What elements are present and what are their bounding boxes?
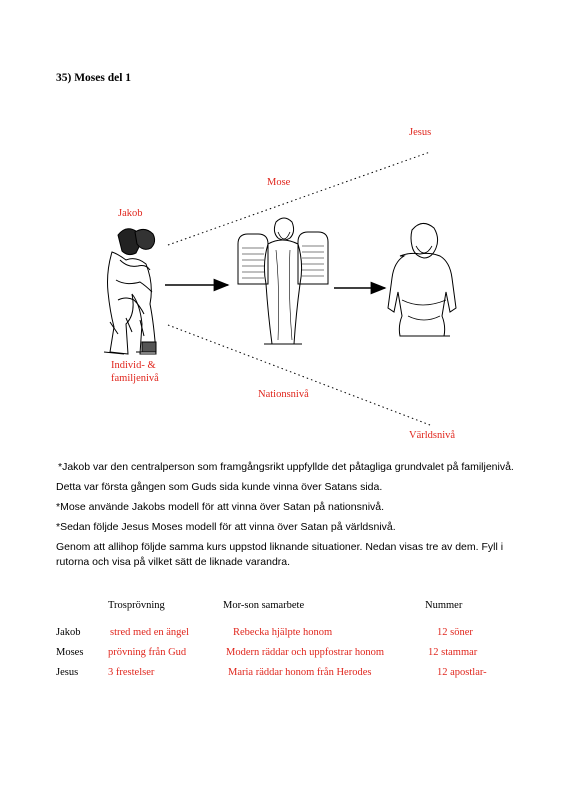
row-moses-number[interactable]: 12 stammar [428,647,478,658]
label-jesus: Jesus [409,127,432,138]
row-jesus-trial[interactable]: 3 frestelser [108,667,155,678]
header-number: Nummer [425,600,463,611]
row-jakob-name: Jakob [56,627,81,638]
paragraph-5-line-2: rutorna och visa på vilket sätt de liknade varandra. [56,556,291,568]
label-family-level: familjenivå [111,373,159,384]
jacob-wrestling-angel-illustration [104,229,156,354]
paragraph-4: *Sedan följde Jesus Moses modell för att vinna över Satan på världsnivå. [56,521,396,533]
row-moses-cooperation[interactable]: Modern räddar och uppfostrar honom [226,647,385,658]
paragraph-2: Detta var första gången som Guds sida kunde vinna över Satans sida. [56,481,383,493]
header-cooperation: Mor-son samarbete [223,600,305,611]
page-title: 35) Moses del 1 [56,72,132,84]
row-jesus-number[interactable]: 12 apostlar- [437,667,487,678]
lower-dotted-line [168,325,430,425]
row-moses-name: Moses [56,647,84,658]
row-jesus-name: Jesus [56,667,79,678]
label-jakob: Jakob [118,208,143,219]
row-jakob-cooperation[interactable]: Rebecka hjälpte honom [233,627,333,638]
upper-dotted-line [168,152,430,245]
row-jakob-trial[interactable]: stred med en ängel [110,627,190,638]
label-mose: Mose [267,177,291,188]
row-jesus-cooperation[interactable]: Maria räddar honom från Herodes [228,667,372,678]
row-moses-trial[interactable]: prövning från Gud [108,647,187,658]
label-nation-level: Nationsnivå [258,389,309,400]
row-jakob-number[interactable]: 12 söner [437,627,473,638]
paragraph-3: *Mose använde Jakobs modell för att vinna över Satan på nationsnivå. [56,501,385,513]
jesus-seated-illustration [388,223,456,336]
moses-tablets-illustration [238,218,328,344]
header-trial: Trosprövning [108,600,165,611]
paragraph-5-line-1: Genom att allihop följde samma kurs uppstod liknande situationer. Nedan visas tre av dem. Fyll i [56,541,504,553]
paragraph-1: *Jakob var den centralperson som framgångsrikt uppfyllde det påtagliga grundvalet på familjenivå. [58,461,514,473]
label-world-level: Världsnivå [409,430,456,441]
label-individ-level: Individ- & [111,360,156,371]
